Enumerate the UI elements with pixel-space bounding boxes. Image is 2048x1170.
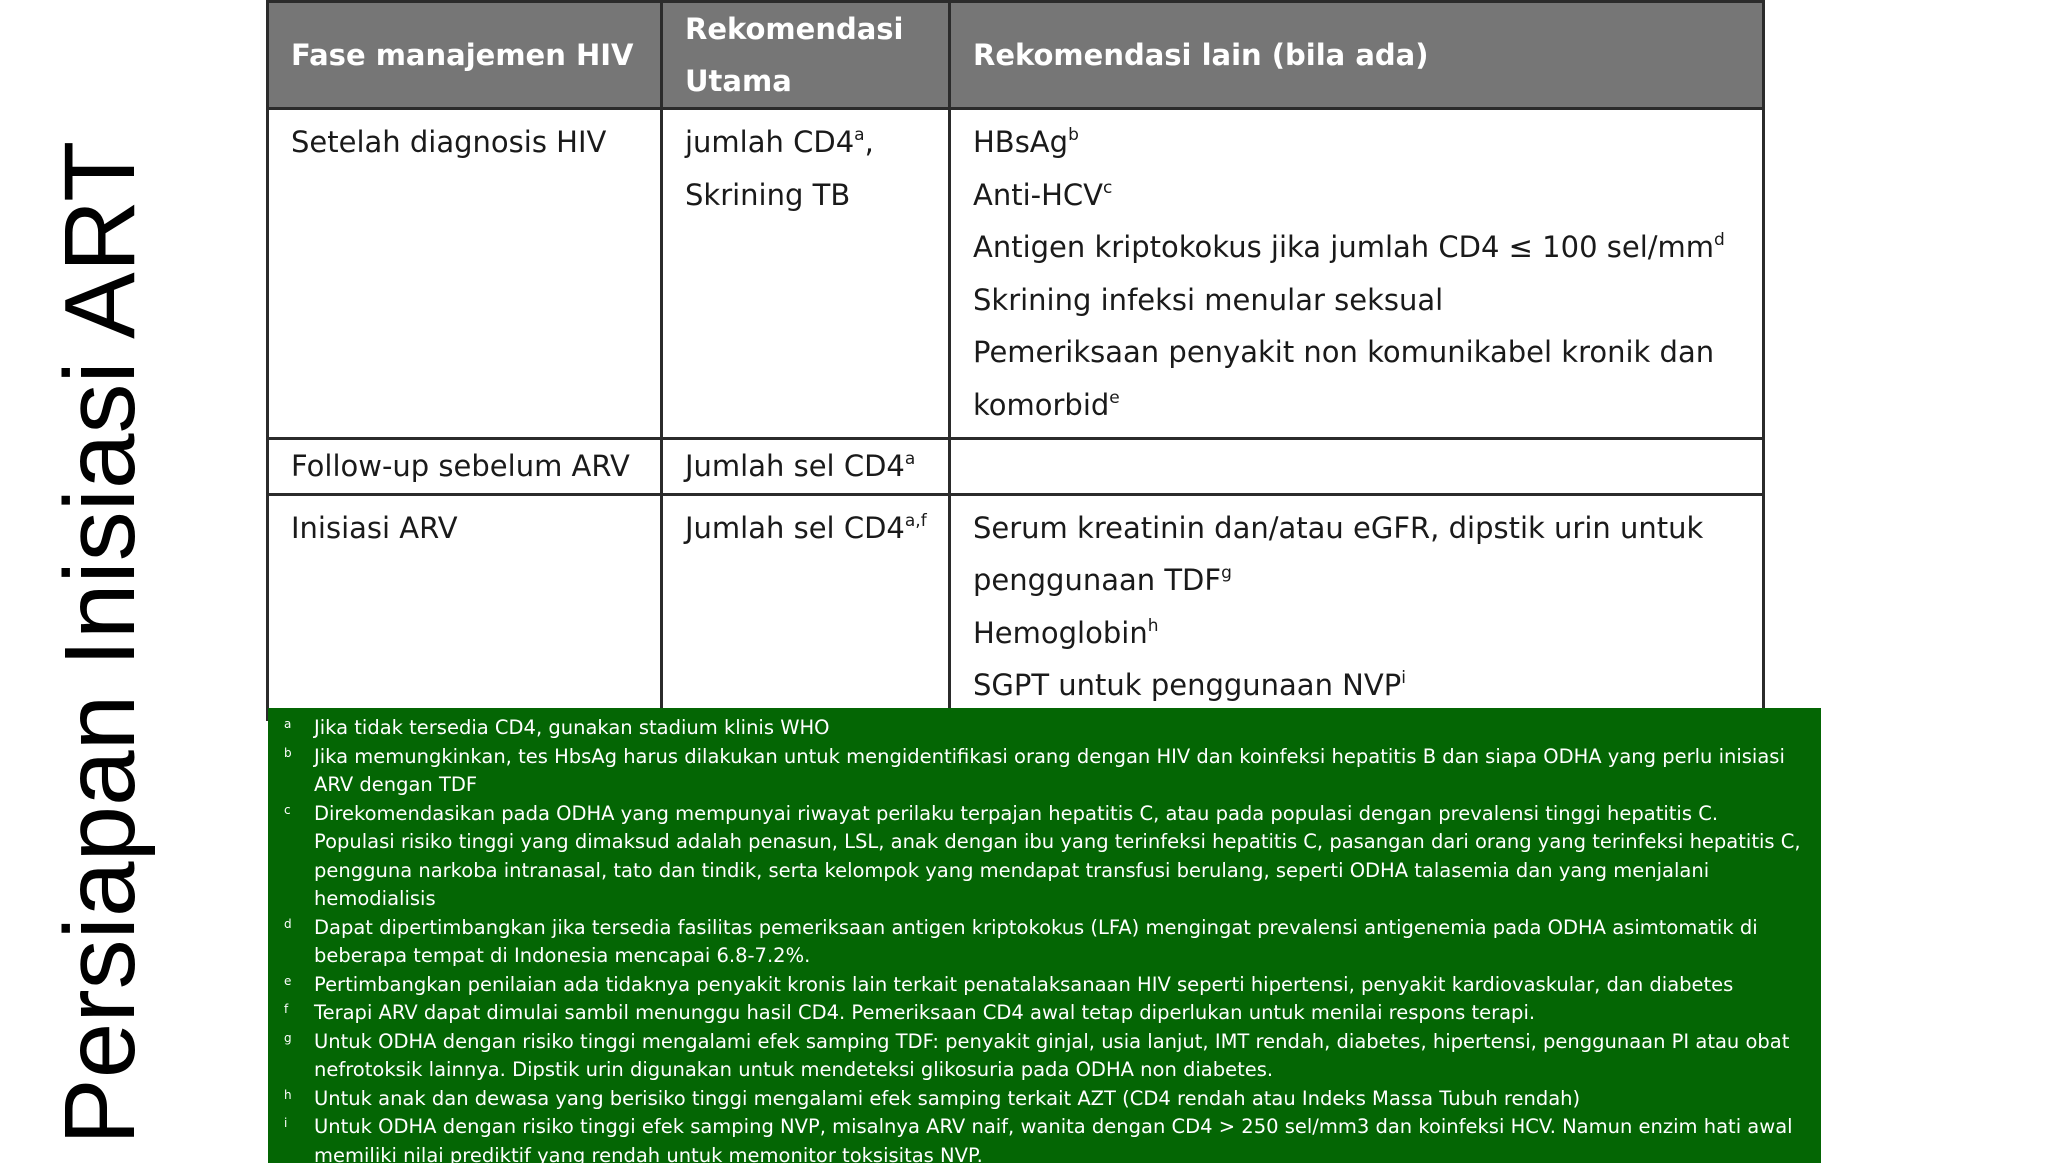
cell-other-line: Anti-HCV$^c$ (973, 177, 1113, 212)
footnote-text: Untuk ODHA dengan risiko tinggi mengalami efek samping TDF: penyakit ginjal, usia lanjut, IMT rendah, diabetes, hipertensi, penggunaan PI atau obat nefrotoksik lainnya. Dipstik urin digunakan untuk mendeteksi glikosuria pada ODHA non diabetes. (314, 1029, 1790, 1081)
footnote-marker: e (284, 973, 292, 988)
footnote-ref: h (1147, 615, 1159, 636)
footnote-text: Dapat dipertimbangkan jika tersedia fasilitas pemeriksaan antigen kriptokokus (LFA) mengingat prevalensi antigenemia pada ODHA asimtomatik di beberapa tempat di Indonesia mencapai 6.8-7.2%. (314, 915, 1758, 967)
cell-other (950, 439, 1764, 495)
cell-other-line: HBsAg$^b$ (973, 125, 1079, 159)
cell-main-line: Skrining TB (685, 177, 851, 212)
footnote-item (284, 1085, 1801, 1114)
cell-main (662, 439, 950, 495)
footnote-item (284, 1028, 1801, 1085)
footnote-item (284, 714, 1801, 743)
footnote-ref: e (1109, 387, 1120, 408)
cell-other-line: Hemoglobin$^h$ (973, 615, 1159, 650)
footnote-ref: d (1714, 230, 1725, 250)
header-main-line2: Utama (685, 64, 792, 98)
cell-other-line: Serum kreatinin dan/atau eGFR, dipstik urin untuk penggunaan TDF$^g$ (973, 510, 1704, 597)
footnotes-panel (268, 708, 1821, 1167)
table-row (268, 439, 1764, 495)
footnote-item (284, 914, 1801, 971)
footnote-ref: c (1103, 177, 1113, 198)
header-other-recommendation: Rekomendasi lain (bila ada) (950, 2, 1764, 109)
footnote-text: Direkomendasikan pada ODHA yang mempunyai riwayat perilaku terpajan hepatitis C, atau pada populasi dengan prevalensi tinggi hepatitis C. Populasi risiko tinggi yang dimaksud adalah penasun, LSL, anak dengan ibu yang terinfeksi hepatitis C, pasangan dari orang yang terinfeksi hepatitis C, pengguna narkoba intranasal, tato dan tindik, serta kelompok yang mendapat transfusi berulang, seperti ODHA talasemia dan yang menjalani hemodialisis (314, 801, 1801, 910)
footnote-marker: d (284, 916, 292, 931)
cell-main (662, 109, 950, 439)
footnote-item (284, 1113, 1801, 1170)
cell-main (662, 494, 950, 719)
footnote-marker: a (284, 717, 292, 731)
footnote-item (284, 999, 1801, 1028)
cell-phase: Setelah diagnosis HIV (268, 109, 662, 439)
slide-title-container (40, 55, 160, 1145)
footnote-marker: h (284, 1087, 292, 1102)
footnote-text: Untuk anak dan dewasa yang berisiko tinggi mengalami efek samping terkait AZT (CD4 rendah atau Indeks Massa Tubuh rendah) (314, 1086, 1581, 1110)
footnote-text: Untuk ODHA dengan risiko tinggi efek samping NVP, misalnya ARV naif, wanita dengan CD4 > 250 sel/mm3 dan koinfeksi HCV. Namun enzim hati awal memiliki nilai prediktif yang rendah untuk memonitor toksisitas NVP. (314, 1115, 1793, 1167)
footnote-marker: g (284, 1030, 292, 1045)
cell-other (950, 494, 1764, 719)
cell-phase: Follow-up sebelum ARV (268, 439, 662, 495)
table-row (268, 494, 1764, 719)
footnote-marker: b (284, 745, 292, 760)
table-row (268, 109, 1764, 439)
cell-main-line: Jumlah sel CD4$^a$ (685, 449, 916, 483)
footnote-ref: b (1068, 125, 1079, 145)
footnote-ref: g (1221, 563, 1232, 583)
footnote-item (284, 743, 1801, 800)
footnote-item (284, 971, 1801, 1000)
cell-other-line: Antigen kriptokokus jika jumlah CD4 ≤ 100 sel/$mm^d$ (973, 230, 1725, 264)
cell-main-line: Jumlah sel CD4$^{a,f}$ (685, 510, 927, 545)
footnote-text: Terapi ARV dapat dimulai sambil menunggu hasil CD4. Pemeriksaan CD4 awal tetap diperlukan untuk menilai respons terapi. (314, 1001, 1536, 1024)
header-main-recommendation (662, 2, 950, 109)
footnote-marker: c (284, 802, 291, 817)
slide-title: Persiapan Inisiasi ART (44, 140, 156, 1145)
recommendation-table (266, 0, 1765, 721)
header-main-line1: Rekomendasi (685, 12, 904, 46)
cell-main-line: jumlah CD4$^a$, (685, 125, 874, 159)
footnote-item (284, 800, 1801, 914)
footnote-text: Jika tidak tersedia CD4, gunakan stadium klinis WHO (314, 716, 830, 739)
table-header-row (268, 2, 1764, 109)
cell-other-line: Pemeriksaan penyakit non komunikabel kronik dan komorbid$^e$ (973, 335, 1715, 422)
header-phase: Fase manajemen HIV (268, 2, 662, 109)
cell-other-line: Skrining infeksi menular seksual (973, 282, 1444, 317)
footnote-text: Pertimbangkan penilaian ada tidaknya penyakit kronis lain terkait penatalaksanaan HIV seperti hipertensi, penyakit kardiovaskular, dan diabetes (314, 972, 1734, 996)
cell-phase: Inisiasi ARV (268, 494, 662, 719)
cell-other (950, 109, 1764, 439)
footnote-ref: a,f (904, 510, 927, 531)
footnote-marker: f (284, 1002, 289, 1016)
footnote-marker: i (284, 1116, 288, 1130)
cell-other-line: SGPT untuk penggunaan NVP$^i$ (973, 668, 1406, 702)
footnote-text: Jika memungkinkan, tes HbsAg harus dilakukan untuk mengidentifikasi orang dengan HIV dan koinfeksi hepatitis B dan siapa ODHA yang perlu inisiasi ARV dengan TDF (314, 744, 1785, 796)
footnote-ref: i (1401, 668, 1406, 688)
footnote-ref: a (904, 449, 916, 469)
footnote-ref: a (854, 125, 865, 145)
